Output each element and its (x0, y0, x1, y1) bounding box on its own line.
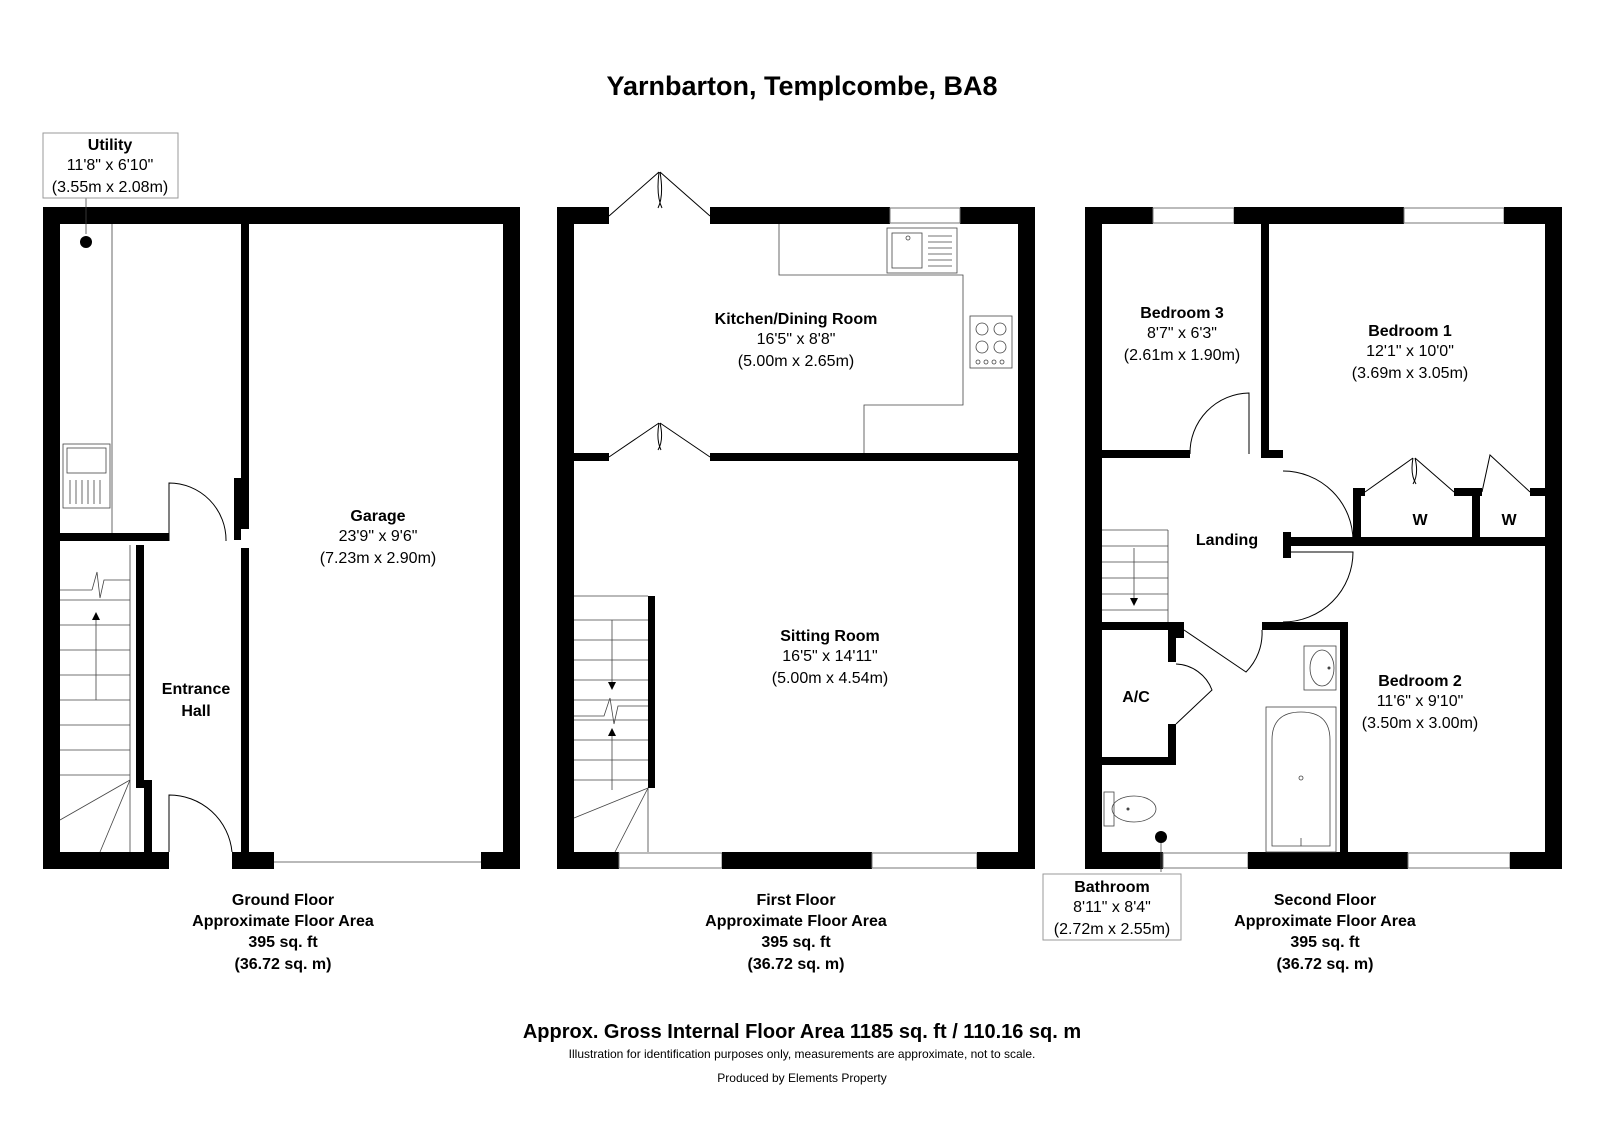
wall (43, 207, 60, 869)
wall (1510, 852, 1562, 869)
bedroom-3-imperial: 8'7" x 6'3" (1147, 325, 1217, 342)
bedroom-2-metric: (3.50m x 3.00m) (1361, 715, 1479, 732)
window (1163, 853, 1248, 868)
wall (1248, 852, 1408, 869)
wall (574, 453, 609, 461)
airing-cupboard-name: A/C (1122, 689, 1150, 706)
wall (1234, 207, 1404, 224)
sitting-room-imperial: 16'5" x 14'11" (782, 648, 878, 665)
producer-credit: Produced by Elements Property (717, 1071, 887, 1085)
window (1408, 853, 1510, 868)
wall (977, 852, 1035, 869)
kitchen-name: Kitchen/Dining Room (714, 311, 878, 328)
wardrobe-door (1482, 455, 1530, 492)
wall (503, 207, 520, 869)
first-floor-sqft: 395 sq. ft (761, 934, 831, 951)
wall (648, 596, 655, 788)
wall (1340, 622, 1348, 852)
wall (43, 852, 169, 869)
basin-icon (1304, 646, 1336, 690)
wall (1018, 207, 1035, 869)
wardrobe-doors (1365, 458, 1454, 492)
ground-floor-sqft: 395 sq. ft (248, 934, 318, 951)
wall (1261, 224, 1269, 450)
wall (1085, 852, 1163, 869)
first-floor-label: Approximate Floor Area (705, 913, 887, 930)
bedroom-3-name: Bedroom 3 (1140, 305, 1224, 322)
landing-name: Landing (1195, 532, 1259, 549)
extractor-icon (1155, 831, 1167, 843)
door-bedroom-1 (1283, 471, 1353, 541)
door-bathroom (1184, 630, 1262, 672)
wardrobe-1-name: W (1412, 512, 1428, 529)
window (890, 208, 960, 223)
ground-floor-sqm: (36.72 sq. m) (234, 956, 332, 973)
utility-name: Utility (87, 137, 133, 154)
wall (241, 548, 249, 852)
wall (1085, 207, 1102, 869)
door-airing-cupboard (1176, 664, 1212, 724)
wall (1472, 488, 1480, 543)
garage-imperial: 23'9" x 9'6" (338, 528, 418, 545)
boiler-icon (80, 236, 92, 248)
bath-icon (1266, 707, 1336, 852)
sitting-room-name: Sitting Room (780, 628, 880, 645)
bedroom-1-imperial: 12'1" x 10'0" (1366, 343, 1454, 360)
door-bedroom-3 (1190, 393, 1249, 454)
disclaimer: Illustration for identification purposes only, measurements are approximate, not to scale. (568, 1047, 1036, 1061)
wall (1261, 450, 1283, 458)
kitchen-sink-icon (887, 228, 957, 273)
sink-icon (63, 444, 110, 508)
second-floor-label: Approximate Floor Area (1234, 913, 1416, 930)
wall (1176, 622, 1184, 638)
staircase (1102, 530, 1168, 622)
window (619, 853, 722, 868)
kitchen-metric: (5.00m x 2.65m) (737, 353, 855, 370)
second-floor-sqft: 395 sq. ft (1290, 934, 1360, 951)
wall (557, 207, 574, 869)
wall (1168, 630, 1176, 662)
staircase (60, 545, 130, 852)
wall (234, 478, 241, 540)
plan-title: Yarnbarton, Templcombe, BA8 (606, 71, 998, 101)
second-floor-name: Second Floor (1273, 892, 1377, 909)
wall (1283, 532, 1291, 558)
first-floor-name: First Floor (756, 892, 836, 909)
bathroom-name: Bathroom (1074, 879, 1150, 896)
wall (1353, 488, 1365, 496)
wall (481, 852, 520, 869)
entrance-hall-name-line1: Entrance (161, 681, 231, 698)
door-front (169, 795, 232, 852)
wall (136, 545, 144, 785)
bedroom-1-name: Bedroom 1 (1368, 323, 1452, 340)
staircase (574, 596, 648, 852)
sitting-room-metric: (5.00m x 4.54m) (771, 670, 889, 687)
wall (1102, 622, 1184, 630)
garage-name: Garage (350, 508, 406, 525)
entrance-hall-name-line2: Hall (181, 703, 211, 720)
ground-floor-name: Ground Floor (231, 892, 335, 909)
ground-floor-plan (43, 133, 520, 973)
wall (710, 207, 890, 224)
toilet-icon (1104, 792, 1156, 826)
garage-metric: (7.23m x 2.90m) (319, 550, 437, 567)
utility-metric: (3.55m x 2.08m) (51, 179, 169, 196)
door-utility (169, 483, 226, 541)
wall (710, 453, 1018, 461)
wall (144, 780, 152, 852)
wall (1102, 450, 1190, 458)
wall (60, 533, 169, 541)
wall (232, 852, 274, 869)
bedroom-2-imperial: 11'6" x 9'10" (1376, 693, 1464, 710)
second-floor-sqm: (36.72 sq. m) (1276, 956, 1374, 973)
wall (43, 207, 520, 224)
french-doors-sitting (609, 423, 710, 457)
bathroom-imperial: 8'11" x 8'4" (1073, 899, 1151, 916)
bedroom-3-metric: (2.61m x 1.90m) (1123, 347, 1241, 364)
wardrobe-2-name: W (1501, 512, 1517, 529)
wall (1283, 537, 1562, 546)
hob-icon (970, 316, 1012, 368)
wall (1262, 622, 1348, 630)
door-bedroom-2 (1283, 552, 1353, 622)
wall (1353, 488, 1361, 543)
ground-floor-label: Approximate Floor Area (192, 913, 374, 930)
first-floor-sqm: (36.72 sq. m) (747, 956, 845, 973)
bathroom-metric: (2.72m x 2.55m) (1053, 921, 1171, 938)
bedroom-1-metric: (3.69m x 3.05m) (1351, 365, 1469, 382)
kitchen-imperial: 16'5" x 8'8" (756, 331, 836, 348)
wall (722, 852, 872, 869)
wall (241, 224, 249, 529)
window (1153, 208, 1234, 223)
wall (1102, 757, 1176, 765)
window (872, 853, 977, 868)
utility-imperial: 11'8" x 6'10" (66, 157, 154, 174)
wall (1530, 488, 1545, 496)
french-doors-garden (609, 172, 710, 216)
gross-floor-area: Approx. Gross Internal Floor Area 1185 sq. ft / 110.16 sq. m (522, 1021, 1082, 1043)
second-floor-plan (1043, 207, 1562, 973)
window (1404, 208, 1504, 223)
first-floor-plan (557, 172, 1035, 973)
wall (557, 852, 619, 869)
bedroom-2-name: Bedroom 2 (1378, 673, 1462, 690)
